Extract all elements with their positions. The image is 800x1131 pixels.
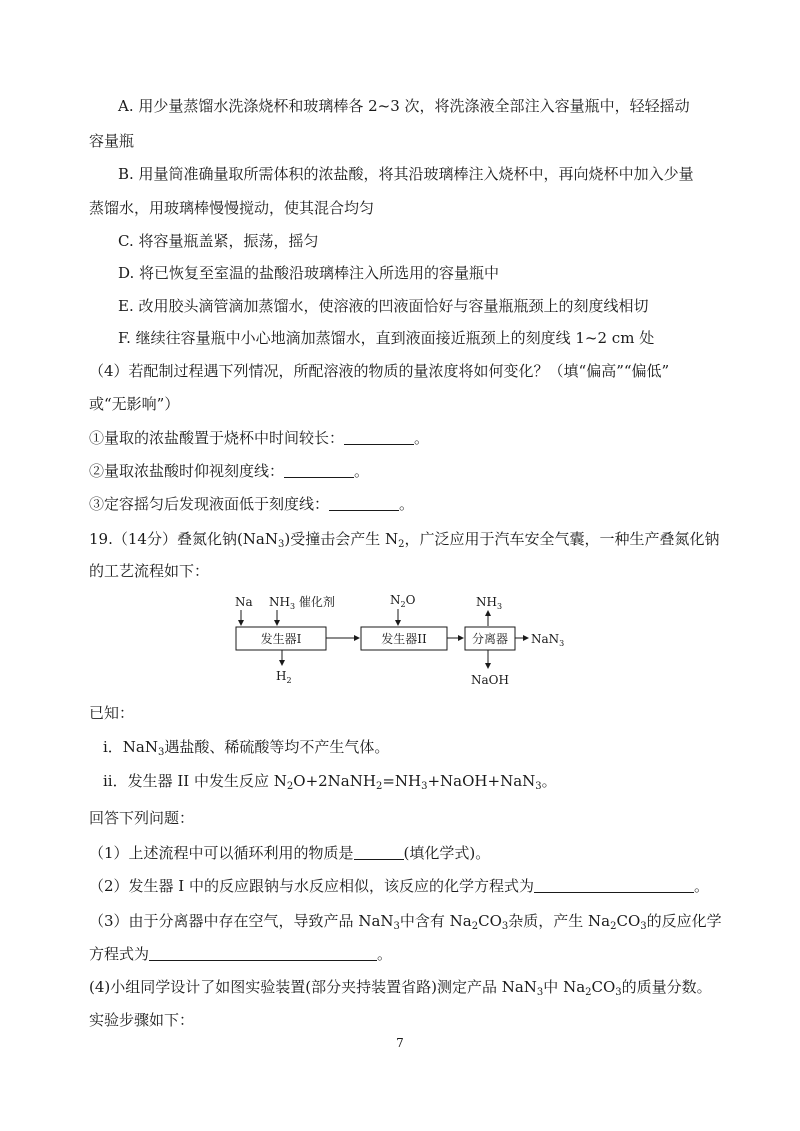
period: 。 — [399, 495, 415, 513]
subscript: 3 — [501, 921, 509, 932]
q4-item-1-text: ①量取的浓盐酸置于烧杯中时间较长： — [89, 429, 345, 447]
known-text: i．NaN — [103, 738, 158, 756]
known-text: 。 — [541, 772, 557, 790]
subscript: 2 — [471, 921, 479, 932]
known-text: =NH — [382, 772, 422, 790]
label-h2: $H_2$ — [276, 669, 292, 685]
subscript: 3 — [640, 921, 647, 932]
part-text: (4)小组同学设计了如图实验装置(部分夹持装置省路)测定产品 NaN — [89, 978, 537, 996]
option-c: C. 将容量瓶盖紧，振荡，摇匀 — [118, 232, 319, 250]
option-f: F. 继续往容量瓶中小心地滴加蒸馏水，直到液面接近瓶颈上的刻度线 1~2 cm 处 — [118, 329, 655, 347]
subscript: 3 — [278, 539, 285, 550]
answer-label: 回答下列问题： — [89, 809, 195, 827]
subscript: 2 — [585, 987, 592, 998]
known-text: O+2NaNH — [293, 772, 376, 790]
q19-part-3-line1 — [89, 911, 722, 931]
label-n2o: $N_2O$ — [390, 593, 416, 609]
known-text: +NaOH+NaN — [427, 772, 536, 790]
part-text: 的反应化学 — [646, 912, 722, 930]
part-text: （2）发生器 I 中的反应跟钠与水反应相似，该反应的化学方程式为 — [89, 877, 535, 895]
answer-blank[interactable] — [329, 495, 399, 511]
q4-stem-line1: （4）若配制过程遇下列情况，所配溶液的物质的量浓度将如何变化？（填“偏高”“偏低” — [89, 362, 670, 380]
q4-item-1 — [89, 428, 429, 448]
q4-item-3 — [89, 494, 414, 514]
q19-part-1 — [89, 843, 490, 863]
subscript: 3 — [615, 987, 622, 998]
part-text: CO — [591, 978, 616, 996]
known-text: 遇盐酸、稀硫酸等均不产生气体。 — [164, 738, 390, 756]
option-a-line1: A. 用少量蒸馏水洗涤烧杯和玻璃棒各 2~3 次，将洗涤液全部注入容量瓶中，轻轻摇动 — [118, 97, 690, 115]
q19-text: 19.（14分）叠氮化钠(NaN — [89, 530, 278, 548]
period: 。 — [414, 429, 430, 447]
q19-part-4-line2: 实验步骤如下： — [89, 1011, 195, 1029]
generator-2-label: 发生器II — [381, 632, 427, 646]
label-na: Na — [235, 595, 253, 609]
part-text: 杂质，产生 Na — [508, 912, 611, 930]
answer-blank[interactable] — [534, 877, 694, 893]
part-text: （1）上述流程中可以循环利用的物质是 — [89, 844, 354, 862]
option-e: E. 改用胶头滴管滴加蒸馏水，使溶液的凹液面恰好与容量瓶瓶颈上的刻度线相切 — [118, 297, 649, 315]
separator-label: 分离器 — [471, 632, 509, 646]
subscript: 2 — [286, 781, 294, 792]
subscript: 3 — [421, 781, 428, 792]
q19-text: ，广泛应用于汽车安全气囊，一种生产叠氮化钠 — [404, 530, 720, 548]
part-text: 。 — [694, 877, 710, 895]
q19-part-4-line1 — [89, 977, 712, 997]
label-nh3-out: $NH_3$ — [476, 595, 503, 611]
part-text: CO — [478, 912, 502, 930]
q4-stem-line2: 或“无影响”） — [89, 395, 180, 413]
part-text: 中含有 Na — [399, 912, 472, 930]
known-text: ii．发生器 II 中发生反应 N — [103, 772, 287, 790]
q19-stem-line1 — [89, 529, 720, 549]
process-flow-diagram — [230, 588, 580, 698]
q19-text: )受撞击会产生 N — [284, 530, 399, 548]
q19-stem-line2: 的工艺流程如下： — [89, 562, 210, 580]
subscript: 2 — [398, 539, 405, 550]
page-number: 7 — [396, 1036, 404, 1050]
period: 。 — [354, 462, 370, 480]
option-a-line2: 容量瓶 — [89, 132, 135, 150]
label-naoh: NaOH — [471, 673, 509, 687]
known-ii — [103, 771, 557, 791]
q4-item-2-text: ②量取浓盐酸时仰视刻度线： — [89, 462, 285, 480]
answer-blank[interactable] — [354, 844, 404, 860]
answer-blank[interactable] — [284, 462, 354, 478]
q4-item-2 — [89, 461, 369, 481]
subscript: 3 — [535, 781, 542, 792]
answer-blank[interactable] — [344, 429, 414, 445]
q19-part-2 — [89, 876, 709, 896]
part-text: 的质量分数。 — [621, 978, 712, 996]
q19-part-3-line2 — [89, 944, 392, 964]
label-nh3-catalyst: $NH_3$ 催化剂 — [269, 595, 335, 611]
option-b-line1: B. 用量筒准确量取所需体积的浓盐酸，将其沿玻璃棒注入烧杯中，再向烧杯中加入少量 — [118, 165, 694, 183]
generator-1-label: 发生器I — [260, 632, 302, 646]
part-text: 。 — [377, 945, 393, 963]
part-text: 方程式为 — [89, 945, 150, 963]
part-text: （3）由于分离器中存在空气，导致产品 NaN — [89, 912, 394, 930]
part-text: (填化学式)。 — [403, 844, 491, 862]
label-nan3: NaN$_3$ — [531, 632, 565, 648]
subscript: 3 — [393, 921, 400, 932]
option-b-line2: 蒸馏水，用玻璃棒慢慢搅动，使其混合均匀 — [89, 199, 375, 217]
answer-blank[interactable] — [149, 945, 377, 961]
q4-item-3-text: ③定容摇匀后发现液面低于刻度线： — [89, 495, 330, 513]
known-i — [103, 737, 389, 757]
part-text: CO — [616, 912, 641, 930]
subscript: 2 — [375, 781, 383, 792]
option-d: D. 将已恢复至室温的盐酸沿玻璃棒注入所选用的容量瓶中 — [118, 264, 500, 282]
subscript: 3 — [536, 987, 544, 998]
part-text: 中 Na — [543, 978, 586, 996]
subscript: 2 — [610, 921, 617, 932]
subscript: 3 — [158, 747, 165, 758]
known-label: 已知： — [89, 704, 135, 722]
